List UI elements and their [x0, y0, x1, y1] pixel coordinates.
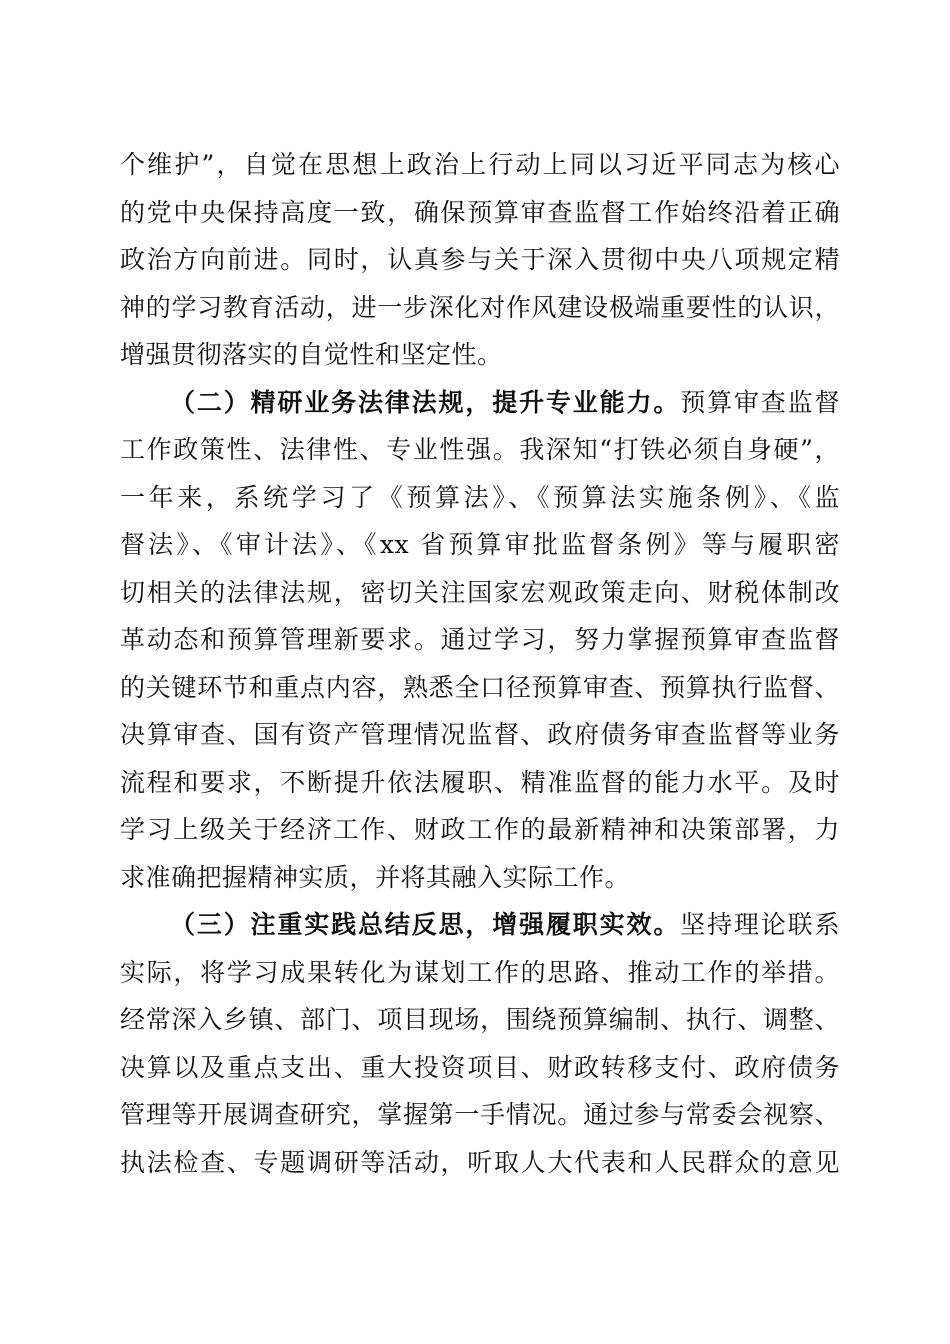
text-line: 神的学习教育活动，进一步深化对作风建设极端重要性的认识， — [120, 292, 840, 322]
text-line: 求准确把握精神实质，并将其融入实际工作。 — [120, 862, 631, 892]
text-line: 管理等开展调查研究，掌握第一手情况。通过参与常委会视察、 — [120, 1100, 840, 1129]
document-body — [120, 141, 840, 1186]
section-2-first-line — [120, 379, 840, 427]
section-3-first-line-rest: 坚持理论联系 — [680, 910, 840, 939]
text-line: 执法检查、专题调研等活动，听取人大代表和人民群众的意见 — [120, 1147, 840, 1177]
text-line: 督法》、《审计法》、《xx 省预算审批监督条例》等与履职密 — [120, 530, 840, 559]
text-line: 决算以及重点支出、重大投资项目、财政转移支付、政府债务 — [120, 1052, 840, 1082]
text-line: 增强贯彻落实的自觉性和坚定性。 — [120, 340, 503, 369]
text-line: 个维护”，自觉在思想上政治上行动上同以习近平同志为核心 — [120, 150, 840, 179]
text-line: 学习上级关于经济工作、财政工作的最新精神和决策部署，力 — [120, 815, 840, 844]
section-2-first-line-rest: 预算审查监督 — [680, 387, 840, 417]
text-line: 流程和要求，不断提升依法履职、精准监督的能力水平。及时 — [120, 767, 840, 797]
text-line: 实际，将学习成果转化为谋划工作的思路、推动工作的举措。 — [120, 957, 840, 987]
text-line: 决算审查、国有资产管理情况监督、政府债务审查监督等业务 — [120, 720, 840, 749]
text-line: 的党中央保持高度一致，确保预算审查监督工作始终沿着正确 — [120, 197, 840, 227]
text-line: 政治方向前进。同时，认真参与关于深入贯彻中央八项规定精 — [120, 245, 840, 274]
section-3-first-line — [120, 901, 840, 949]
section-3-heading: （三）注重实践总结反思，增强履职实效。 — [170, 910, 681, 939]
text-line: 经常深入乡镇、部门、项目现场，围绕预算编制、执行、调整、 — [120, 1005, 840, 1034]
text-line: 工作政策性、法律性、专业性强。我深知“打铁必须自身硬”， — [120, 435, 840, 464]
text-line: 的关键环节和重点内容，熟悉全口径预算审查、预算执行监督、 — [120, 672, 840, 702]
section-2-heading: （二）精研业务法律法规，提升专业能力。 — [170, 387, 681, 417]
text-line: 切相关的法律法规，密切关注国家宏观政策走向、财税体制改 — [120, 577, 840, 607]
text-line: 一年来，系统学习了《预算法》、《预算法实施条例》、《监 — [120, 482, 840, 512]
text-line: 革动态和预算管理新要求。通过学习，努力掌握预算审查监督 — [120, 625, 840, 654]
